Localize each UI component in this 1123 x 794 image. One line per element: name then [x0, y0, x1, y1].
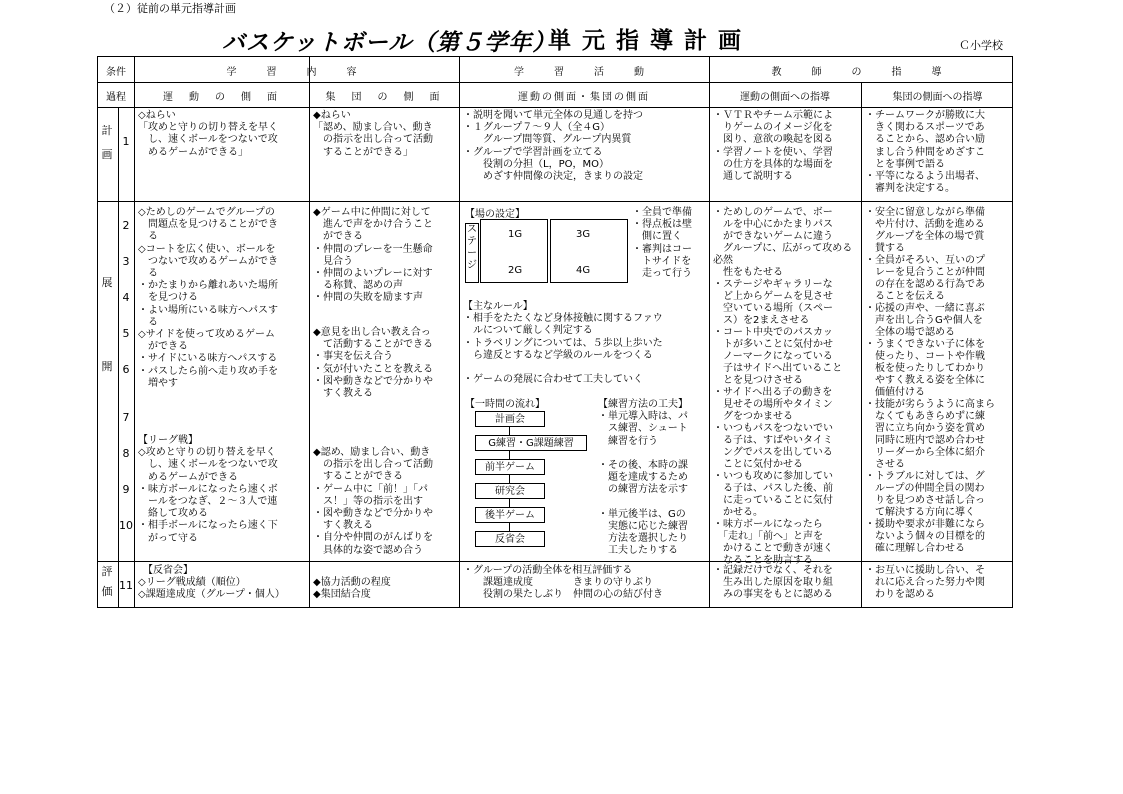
document-title: バスケットボール（第５学年）: [222, 30, 557, 56]
develop-content-group-b: ◆意見を出し合い教え合っ て活動することができる ・事実を伝え合う ・気が付いたことを教える ・図や動きなどで分かりや すく教える: [313, 327, 433, 400]
grid-line: [134, 57, 135, 607]
flow-arrow: [509, 475, 510, 483]
hour-number: 8: [122, 447, 130, 460]
main-rules: 【主なルール】 ・相手をたたくなど身体接触に関するファウ ルについて厳しく判定する ・トラベリングについては、５歩以上歩いた ら違反とするなど学級のルールをつくる ・ゲームの発展に合わせて工夫していく: [463, 301, 663, 386]
header-teacher-guidance: 教 師 の 指 導: [771, 67, 952, 78]
evaluate-content-group: ◆協力活動の程度 ◆集団結合度: [313, 577, 391, 601]
subheader-content-motor: 運 動 の 側 面: [163, 92, 280, 103]
flow-step: 反省会: [475, 531, 545, 547]
develop-content-group-c: ◆認め、励まし合い、動き の指示を出し合って活動 することができる ・ゲーム中に「前！」「パ ス！」等の指示を出す ・図や動きなどで分かりや すく教える ・自分や仲間のがんばりを 具体的な姿で認め合う: [313, 447, 433, 556]
grid-line: [118, 107, 119, 607]
practice-method-note: 【練習方法の工夫】 ・単元導入時は、パ ス練習、シュート 練習を行う ・その後、本時の課 題を達成するため の練習方法を示す ・単元後半は、Gの 実態に応じた練習 方法を選択したり 工夫したりする: [598, 399, 688, 557]
subheader-activity: 運動の側面・集団の側面: [518, 92, 650, 103]
subheader-teacher-group: 集団の側面への指導: [892, 92, 983, 103]
plan-content-motor: ◇ねらい 「攻めと守りの切り替えを早く し、速くボールをつないで攻 めるゲームができる」: [138, 110, 278, 158]
flow-arrow: [509, 499, 510, 507]
plan-teacher-motor: ・ＶＴＲやチーム示範によ りゲームのイメージ化を 図り、意欲の喚起を図る ・学習ノートを使い、学習 の仕方を具体的な場面を 通して説明する: [713, 110, 833, 183]
flow-arrow: [509, 523, 510, 531]
hour-number: 10: [119, 519, 133, 532]
hour-number: 4: [122, 291, 130, 304]
phase-evaluate: 評 価: [101, 565, 113, 598]
develop-teacher-group: ・安全に留意しながら準備 や片付け、活動を進める グループを全体の場で賞 賛する ・全員がそろい、互いのプ レーを見合うことが仲間 の存在を認める行為であ ることを伝える ・応援の声や、一緒に喜ぶ 声を出し合うGや個人を 全体の場で認める ・うまくできない子に体を 使ったり、コートや作戦 板を使ったりしてわかり やすく教える姿を全体に 価値付ける ・技能が劣らうように高まら なくてもあきらめずに練 習に立ち向かう姿を賞め 同時に班内で認め合わせ リーダーから全体に紹介 させる ・トラブルに対しては、グ ループの仲間全員の関わ りを見つめさせ話し合っ て解決する方向に導く ・援助や要求が非難になら ないよう個々の目標を的 確に理解し合わせる: [865, 207, 995, 554]
hour-number: 3: [122, 255, 130, 268]
flow-step: G練習・G課題練習: [475, 435, 587, 451]
subheader-teacher-motor: 運動の側面への指導: [740, 92, 830, 103]
grid-line: [98, 201, 1012, 202]
hour-number: 5: [122, 327, 130, 340]
evaluate-teacher-group: ・お互いに援助し合い、そ れに応え合った努力や関 わりを認める: [865, 565, 985, 601]
court-group-2: 2G: [508, 265, 523, 276]
grid-line: [709, 57, 710, 607]
header-learning-activity: 学 習 活 動: [514, 67, 654, 78]
section-heading: （２）従前の単元指導計画: [104, 2, 236, 15]
plan-content-group: ◆ねらい 「認め、励まし合い、動き の指示を出し合って活動 することができる」: [313, 110, 433, 158]
develop-content-group-a: ◆ゲーム中に仲間に対して 進んで声をかけ合うこと ができる ・仲間のプレーを一生懸命 見合う ・仲間のよいプレーに対す る称賛、認めの声 ・仲間の失敗を励ます声: [313, 207, 433, 304]
grid-line: [459, 57, 460, 607]
grid-line: [98, 82, 1012, 83]
phase-develop: 展 開: [101, 276, 113, 373]
subheader-content-group: 集 団 の 側 面: [325, 92, 443, 103]
grid-line: [98, 107, 1012, 108]
develop-content-motor-b: 【リーグ戦】 ◇攻めと守りの切り替えを早く し、速くボールをつないで攻 めるゲームができる ・味方ボールになったら速くボ ールをつなぎ、２～３人で連 絡して攻める ・相手ボールになったら速く下 がって守る: [138, 435, 278, 544]
unit-plan-table: [97, 56, 1013, 608]
develop-content-motor-a: ◇ためしのゲームでグループの 問題点を見つけることができ る ◇コートを広く使い、ボールを つないで攻めるゲームができ る ・かたまりから離れあいた場所 を見つける ・よい場所にいる味方へパスす る ◇サイドを使って攻めるゲーム ができる ・サイドにいる味方へパスする ・パスしたら前へ走り攻め手を 増やす: [138, 207, 278, 389]
court-group-1: 1G: [508, 229, 523, 240]
flow-arrow: [509, 451, 510, 459]
plan-activity: ・説明を聞いて単元全体の見通しを持つ ・１グループ７～９人（全４G） グループ間等質、グループ内異質 ・グループで学習計画を立てる 役割の分担（L，PO，MO） めざす仲間像の決定，きまりの設定: [463, 110, 643, 183]
document-subtitle: 単元指導計画: [548, 28, 752, 54]
court-notes: ・全員で準備 ・得点板は壁 側に置く ・審判はコー トサイドを 走って行う: [632, 207, 692, 280]
school-name: Ｃ小学校: [959, 39, 1003, 52]
grid-line: [98, 561, 1012, 562]
hour-number: 1: [122, 135, 130, 148]
hour-number: 7: [122, 411, 130, 424]
row-label-condition: 条件: [106, 67, 126, 78]
flow-arrow: [509, 427, 510, 435]
develop-teacher-motor: ・ためしのゲームで、ボー ルを中心にかたまりパス ができないゲームに違う グループに、広がって攻める必然 性をもたせる ・ステージやギャラリーな ど上からゲームを見させ 空いている場所（スペー ス）を2まえさせる ・コート中央でのパスカッ トが多いことに気付かせ ノーマークになっている 子はサイドへ出ていること とを見つけさせる ・サイドへ出る子の動きを 見せその場所やタイミン グをつかませる ・いつもパスをつないでい る子は、すばやいタイミ ングでパスを出している ことに気付かせる ・いつも攻めに参加してい る子は、パスした後、前 に走っていることに気付 かせる。 ・味方ボールになったら 「走れ」「前へ」と声を かけることで動きが速く なることを助言する: [713, 207, 853, 566]
evaluate-teacher-motor: ・記録だけでなく、それを 生み出した原因を取り組 みの事実をもとに認める: [713, 565, 833, 601]
hour-number: 6: [122, 363, 130, 376]
grid-line: [861, 82, 862, 607]
hour-number: 11: [119, 579, 133, 592]
header-learning-content: 学 習 内 容: [226, 67, 367, 78]
court-setup-label: 【場の設定】: [465, 209, 525, 220]
evaluate-activity: ・グループの活動全体を相互評価する 課題達成度 きまりの守りぶり 役割の果たしぶり 仲間の心の結び付き: [463, 565, 663, 601]
hour-number: 9: [122, 483, 130, 496]
court-group-4: 4G: [576, 265, 591, 276]
flow-step: 後半ゲーム: [475, 507, 545, 523]
flow-step: 計画会: [475, 411, 545, 427]
flow-step: 研究会: [475, 483, 545, 499]
flow-step: 前半ゲーム: [475, 459, 545, 475]
plan-teacher-group: ・チームワークが勝敗に大 きく関わるスポーツであ ることから、認め合い励 まし合う仲間をめざすこ とを事例で語る ・平等になるよう出場者、 審判を決定する。: [865, 110, 985, 195]
row-label-process: 過程: [106, 92, 126, 103]
court-stage: ス テ ー ジ: [465, 223, 479, 283]
court-group-3: 3G: [576, 229, 591, 240]
lesson-flow-label: 【一時間の流れ】: [465, 399, 545, 410]
phase-plan: 計 画: [101, 124, 113, 161]
grid-line: [309, 57, 310, 607]
hour-number: 2: [122, 219, 130, 232]
evaluate-content-motor: 【反省会】 ◇リーグ戦成績（順位） ◇課題達成度（グループ・個人）: [138, 565, 285, 601]
